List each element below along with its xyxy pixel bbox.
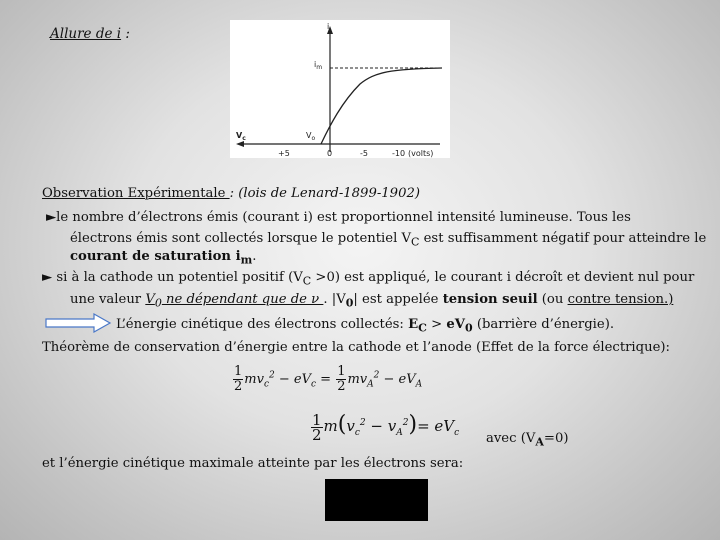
- vc-label: $V_c$: [236, 131, 246, 142]
- v0-label: $V_o$: [306, 131, 316, 142]
- bullet1-line3: courant de saturation $i_m$.: [70, 249, 257, 267]
- bullet1-line1: ►le nombre d’électrons émis (courant i) est proportionnel intensité lumineuse. Tous les: [46, 210, 631, 225]
- current-voltage-graph: [230, 20, 450, 158]
- im-label: $i_m$: [314, 60, 323, 71]
- energy-equation-2: $\frac{1}{2}$ $m(v_c^2 - v_A^2)= eV_c$: [312, 410, 460, 444]
- i-axis-label: i: [327, 22, 330, 31]
- tick-0: 0: [327, 149, 333, 158]
- energy-equation-1: $\frac{1}{2}$ $mv_c^2 - eV_c$ = $\frac{1}{2}$ $mv_A^2 - eV_A$: [234, 364, 423, 394]
- title-text: Allure de i: [50, 26, 122, 42]
- avec-note: avec $(V_A=0)$: [486, 431, 569, 449]
- right-arrow-icon: [44, 313, 112, 333]
- bullet1-line2: électrons émis sont collectés lorsque le potentiel $V_C$ est suffisamment négatif pour atteindre le: [70, 231, 707, 249]
- graph-svg: [230, 20, 450, 158]
- energy-line: L’énergie cinétique des électrons collectés: $E_C > eV_0$ (barrière d’énergie).: [116, 317, 615, 335]
- tick-plus5: +5: [278, 149, 290, 158]
- black-box: [325, 479, 428, 521]
- bullet2-line2: une valeur $V_0$ ne dépendant que de ν . $|V_0|$ est appelée tension seuil (ou contre tension.): [70, 292, 674, 310]
- current-curve: [321, 68, 442, 144]
- title-suffix: :: [121, 26, 130, 42]
- units-label: (volts): [408, 149, 434, 158]
- bullet2-line1: ► si à la cathode un potentiel positif $(V_C >0)$ est appliqué, le courant i décroît et devient nul pour: [42, 270, 695, 288]
- theorem-line: Théorème de conservation d’énergie entre la cathode et l’anode (Effet de la force électrique):: [42, 340, 670, 355]
- observation-heading: Observation Expérimentale : (lois de Lenard-1899-1902): [42, 186, 420, 201]
- slide-title: [50, 25, 130, 43]
- tick-minus10: -10: [392, 149, 406, 158]
- tick-minus5: -5: [360, 149, 368, 158]
- final-line: et l’énergie cinétique maximale atteinte par les électrons sera:: [42, 456, 464, 471]
